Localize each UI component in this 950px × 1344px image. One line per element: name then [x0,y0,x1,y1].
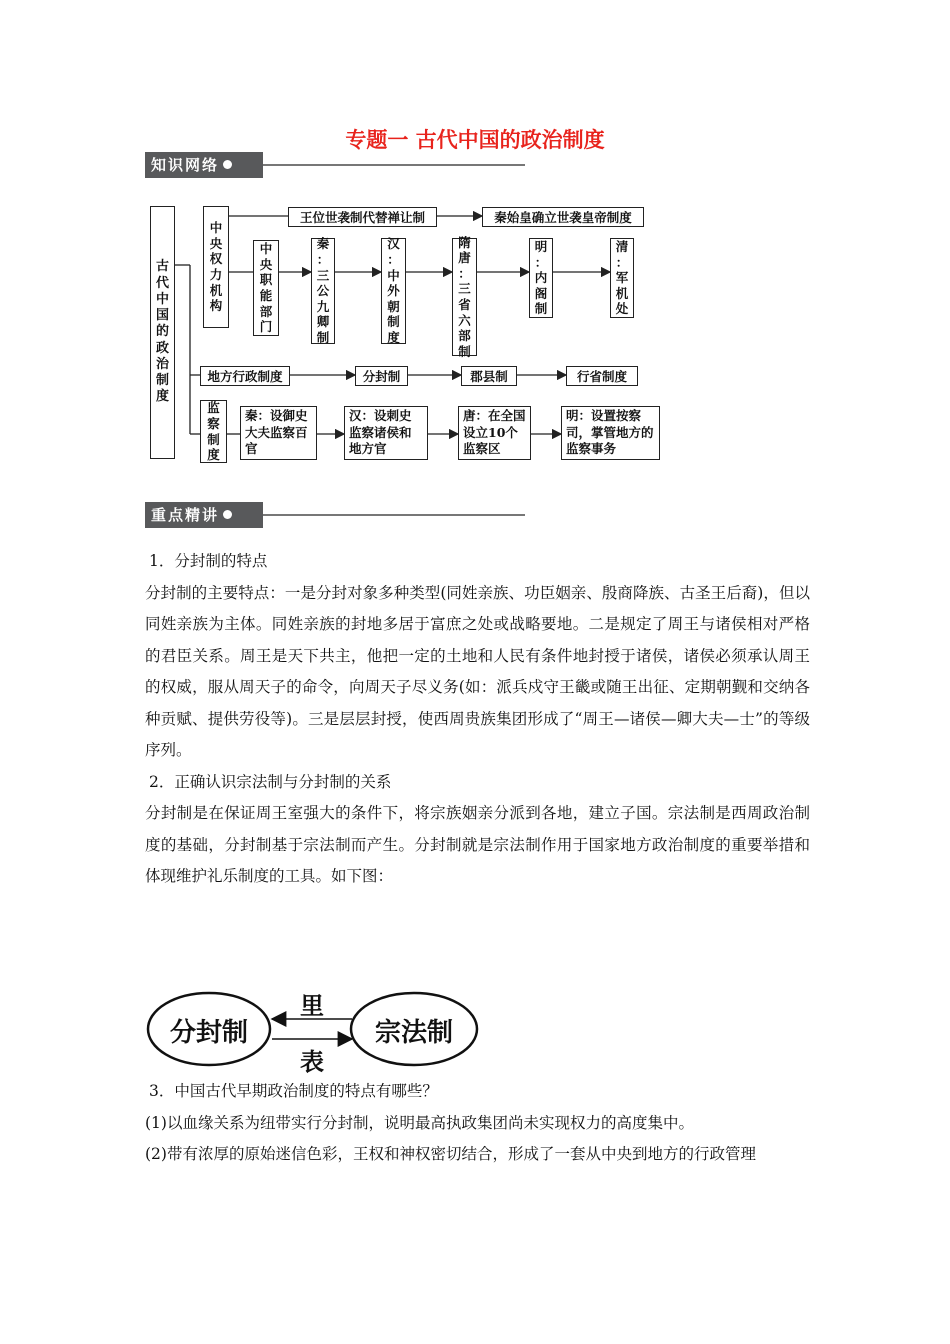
local-junxian-box: 郡县制 [461,366,517,386]
body-part-2 [145,1076,810,1171]
supervision-han-box: 汉：设刺史监察诸侯和地方官 [344,406,428,460]
page-title: 专题一 古代中国的政治制度 [345,128,605,152]
supervision-qin-box: 秦：设御史大夫监察百官 [240,406,317,460]
zongfa-label: 宗法制 [374,1018,453,1048]
paragraph-fengjian-features: 分封制的主要特点：一是分封对象多种类型(同姓亲族、功臣姻亲、殷商降族、古圣王后裔)，但以同姓亲族为主体。同姓亲族的封地多居于富庶之处或战略要地。二是规定了周王与诸侯相对严格的君臣关系。周王是天下共主，他把一定的土地和人民有条件地封授于诸侯，诸侯必须承认周王的权威，服从周天子的命令，向周天子尽义务(如：派兵戍守王畿或随王出征、定期朝觐和交纳各种贡赋、提供劳役等)。三是层层封授，使西周贵族集团形成了“周王—诸侯—卿大夫—士”的等级序列。 [145,583,810,759]
heading-fengjian-features: 1．分封制的特点 [149,552,268,570]
paragraph-zongfa-relation: 分封制是在保证周王室强大的条件下，将宗族姻亲分派到各地，建立子国。宗法制是西周政治制度的基础，分封制基于宗法制而产生。分封制就是宗法制作用于国家地方政治制度的重要举措和体现维护礼乐制度的工具。如下图： [145,804,810,885]
stage-qing-box: 清 ： 军 机 处 [610,238,634,318]
hereditary-throne-box: 王位世袭制代替禅让制 [288,207,437,227]
supervision-box: 监 察 制 度 [200,400,227,463]
section-header-key-points [145,502,525,528]
section-divider [263,514,525,516]
central-power-box: 中 央 权 力 机 构 [203,206,229,328]
qin-emperor-box: 秦始皇确立世袭皇帝制度 [482,207,644,227]
point-1: (1)以血缘关系为纽带实行分封制，说明最高执政集团尚未实现权力的高度集中。 [145,1113,694,1132]
inner-label: 里 [300,992,324,1020]
section-label: 重点精讲 [151,506,220,524]
bullet-dot-icon [223,510,232,519]
heading-early-features: 3．中国古代早期政治制度的特点有哪些？ [149,1082,438,1100]
local-xingsheng-box: 行省制度 [566,366,638,386]
local-admin-box: 地方行政制度 [200,366,290,386]
diagram-root-box: 古 代 中 国 的 政 治 制 度 [150,206,175,459]
section-label: 知识网络 [151,156,220,174]
fengjian-label: 分封制 [169,1018,248,1048]
heading-zongfa-relation: 2．正确认识宗法制与分封制的关系 [149,772,392,791]
body-part-1 [145,546,810,893]
stage-ming-box: 明 ： 内 阁 制 [529,238,553,318]
stage-han-box: 汉 ： 中 外 朝 制 度 [381,238,406,344]
supervision-ming-box: 明：设置按察司，掌管地方的监察事务 [561,406,660,460]
central-departments-box: 中 央 职 能 部 门 [253,240,279,336]
local-fengjian-box: 分封制 [355,366,408,386]
outer-label: 表 [300,1048,324,1076]
supervision-tang-box: 唐：在全国设立10个监察区 [458,406,531,460]
stage-suitang-box: 隋 唐 ： 三 省 六 部 制 [452,238,477,356]
stage-qin-box: 秦 ： 三 公 九 卿 制 [311,238,335,344]
point-2: (2)带有浓厚的原始迷信色彩，王权和神权密切结合，形成了一套从中央到地方的行政管理 [145,1145,756,1163]
